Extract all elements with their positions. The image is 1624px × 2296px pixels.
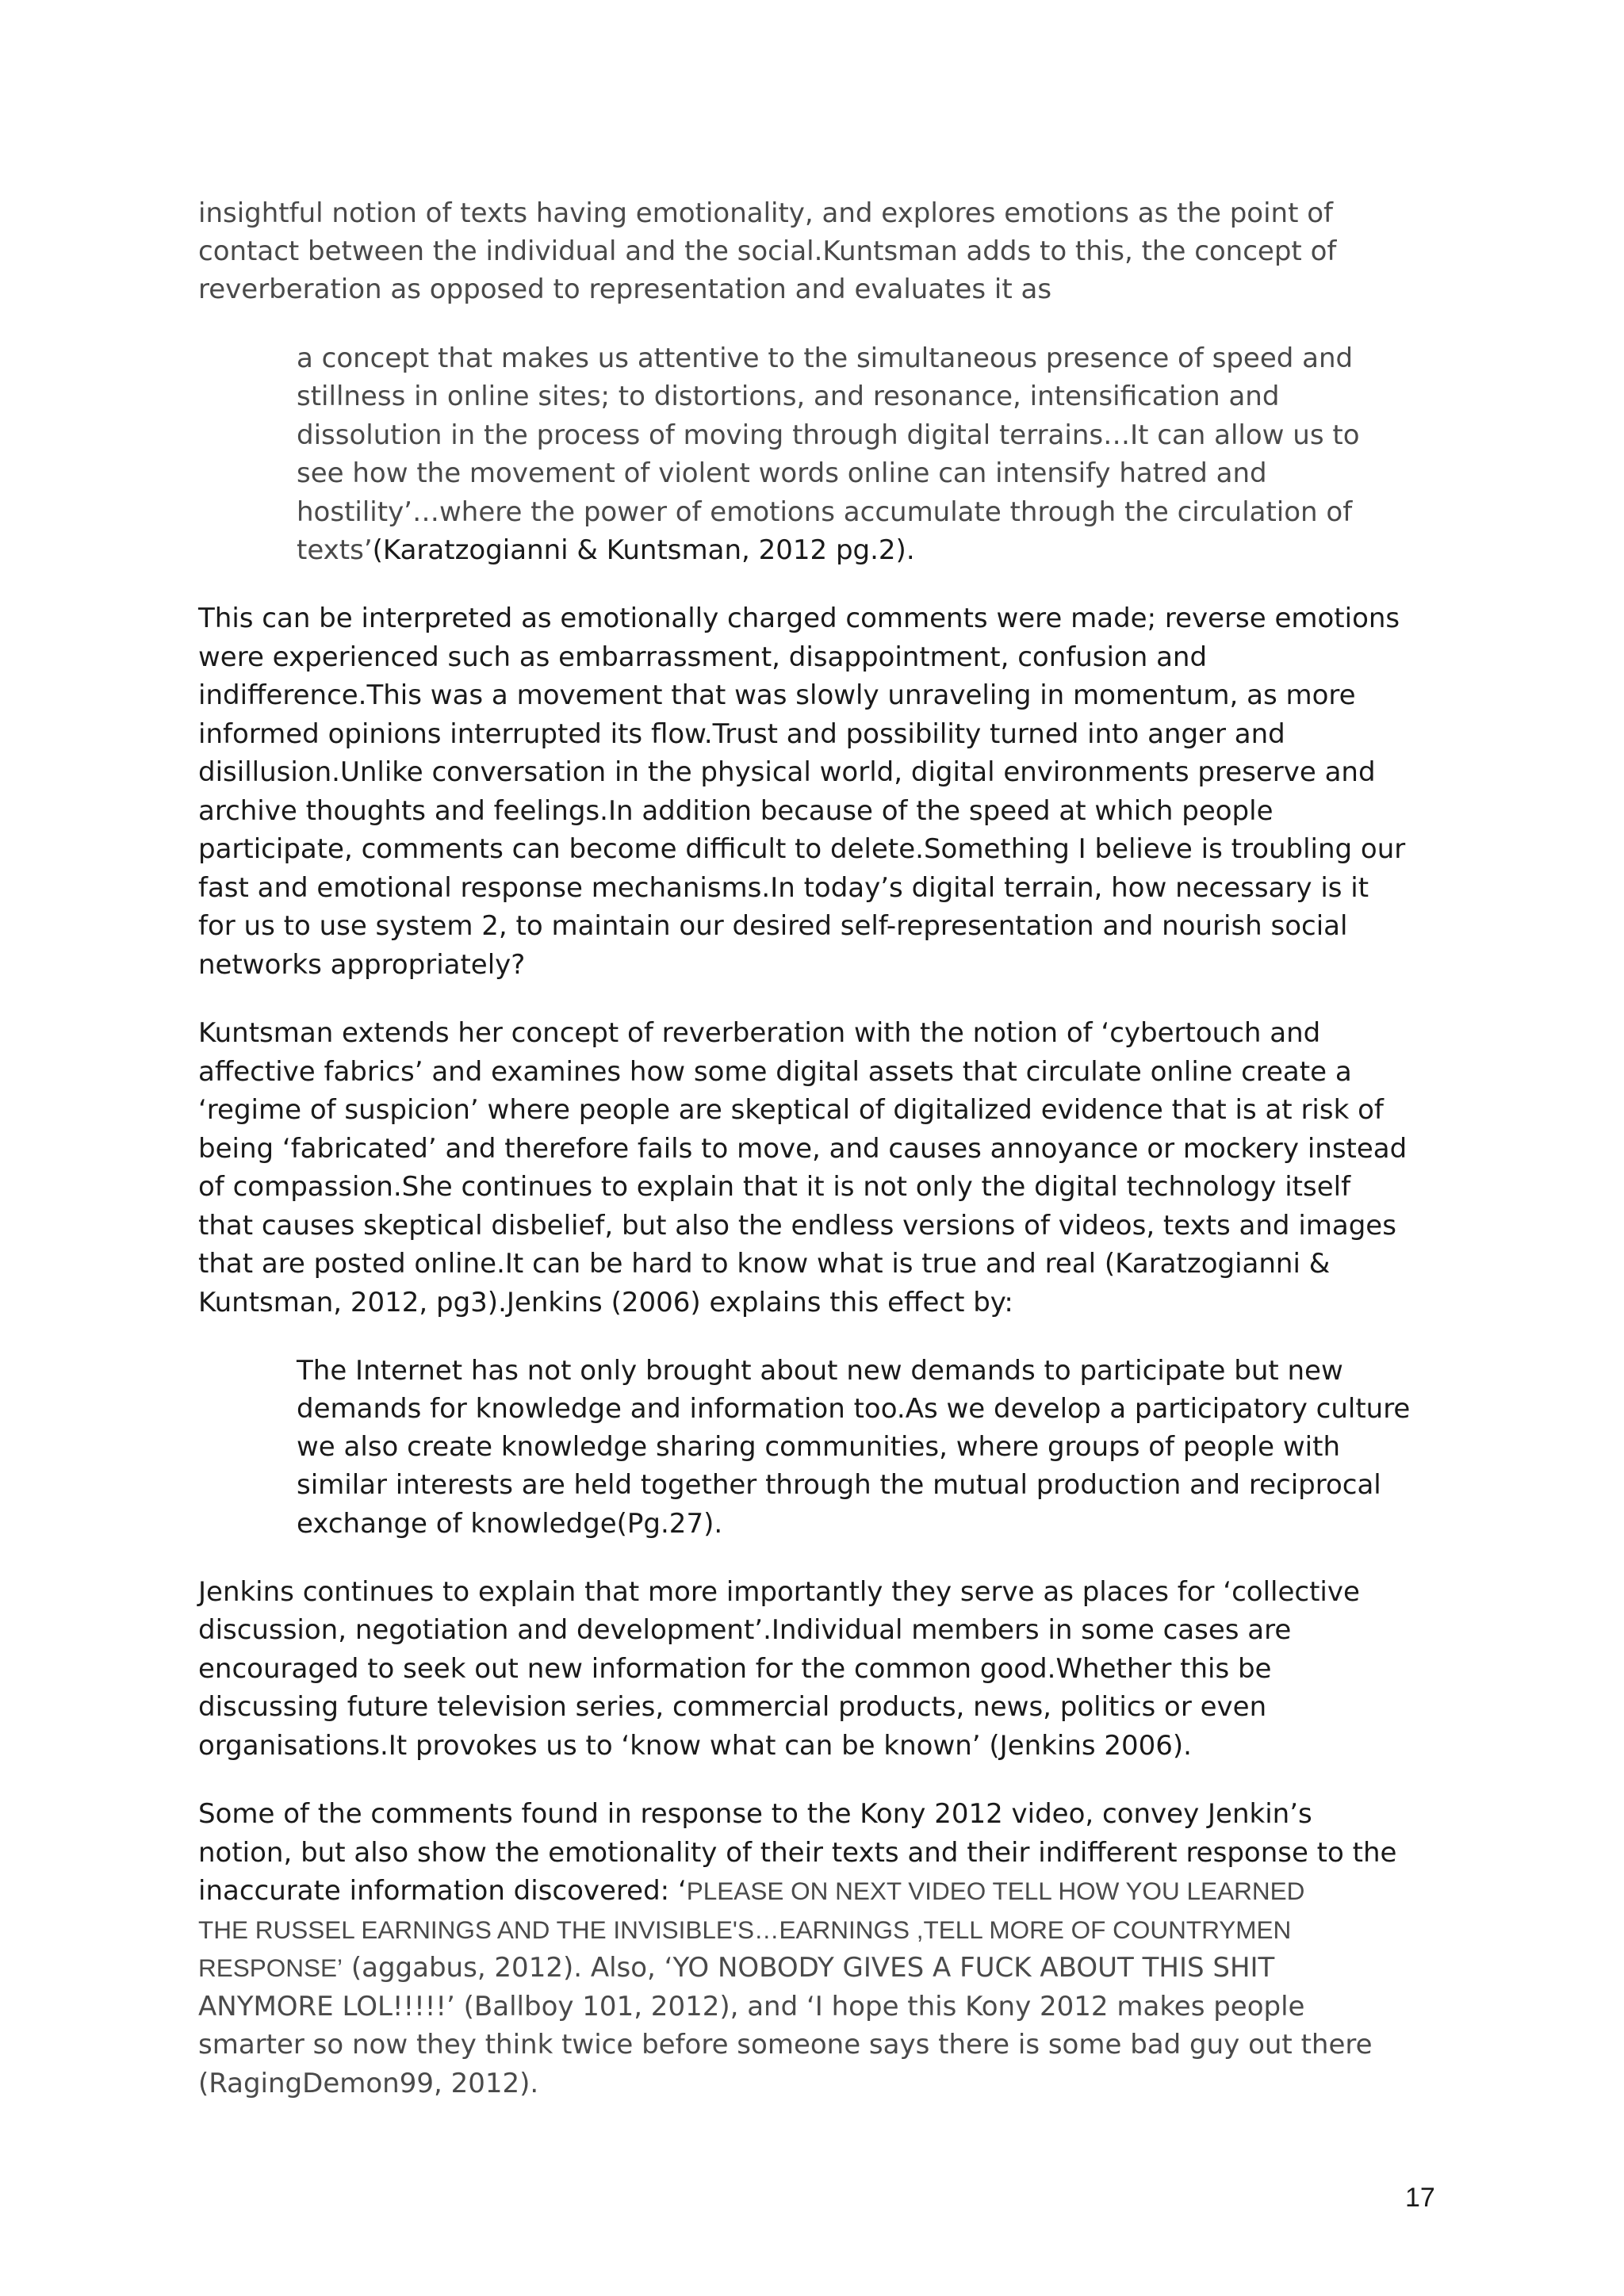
paragraph-2-line: fast and emotional response mechanisms.In today’s digital terrain, how necessary is it bbox=[198, 872, 1369, 904]
paragraph-5-text: inaccurate information discovered: ‘ bbox=[198, 1875, 687, 1907]
quote-2-line: similar interests are held together through the mutual production and reciprocal bbox=[297, 1469, 1381, 1501]
quote-2-line: we also create knowledge sharing communities, where groups of people with bbox=[297, 1431, 1341, 1463]
quote-1-citation: (Karatzogianni & Kuntsman, 2012 pg.2). bbox=[372, 534, 915, 566]
quote-2-line: exchange of knowledge(Pg.27). bbox=[297, 1508, 723, 1540]
paragraph-3-line: affective fabrics’ and examines how some digital assets that circulate online create a bbox=[198, 1056, 1352, 1088]
paragraph-5-line: ANYMORE LOL!!!!!’ (Ballboy 101, 2012), and ‘I hope this Kony 2012 makes people bbox=[198, 1991, 1305, 2022]
paragraph-1-line: insightful notion of texts having emotionality, and explores emotions as the point of bbox=[198, 197, 1333, 229]
paragraph-4-line: discussion, negotiation and development’.Individual members in some cases are bbox=[198, 1614, 1292, 1646]
paragraph-5-line: (RagingDemon99, 2012). bbox=[198, 2068, 539, 2099]
paragraph-3-line: that causes skeptical disbelief, but also the endless versions of videos, texts and images bbox=[198, 1210, 1396, 1242]
paragraph-3-line: Kuntsman, 2012, pg3).Jenkins (2006) explains this effect by: bbox=[198, 1287, 1013, 1318]
page-number: 17 bbox=[1405, 2183, 1435, 2213]
paragraph-2-line: indifference.This was a movement that was slowly unraveling in momentum, as more bbox=[198, 679, 1356, 711]
paragraph-2-line: networks appropriately? bbox=[198, 949, 526, 981]
quote-1-line: stillness in online sites; to distortions, and resonance, intensification and bbox=[297, 381, 1280, 412]
paragraph-2-line: disillusion.Unlike conversation in the physical world, digital environments preserve and bbox=[198, 756, 1376, 788]
paragraph-3-line: of compassion.She continues to explain that it is not only the digital technology itself bbox=[198, 1171, 1351, 1203]
paragraph-3-line: Kuntsman extends her concept of reverberation with the notion of ‘cybertouch and bbox=[198, 1017, 1321, 1049]
paragraph-2-line: participate, comments can become difficult to delete.Something I believe is troubling our bbox=[198, 833, 1406, 865]
comment-quote-caps: PLEASE ON NEXT VIDEO TELL HOW YOU LEARNED bbox=[686, 1877, 1305, 1905]
paragraph-5-line bbox=[198, 1872, 1304, 1911]
paragraph-2-line: archive thoughts and feelings.In addition because of the speed at which people bbox=[198, 795, 1274, 827]
paragraph-4-line: Jenkins continues to explain that more importantly they serve as places for ‘collective bbox=[198, 1576, 1360, 1608]
quote-1-line: hostility’…where the power of emotions accumulate through the circulation of bbox=[297, 496, 1353, 528]
comment-quote-caps: RESPONSE’ bbox=[198, 1954, 343, 1982]
paragraph-5-line: smarter so now they think twice before someone says there is some bad guy out there bbox=[198, 2029, 1373, 2061]
comment-quote-caps-line: THE RUSSEL EARNINGS AND THE INVISIBLE'S…EARNINGS ,TELL MORE OF COUNTRYMEN bbox=[198, 1915, 1292, 1944]
quote-1-line: a concept that makes us attentive to the simultaneous presence of speed and bbox=[297, 342, 1354, 374]
paragraph-4-line: organisations.It provokes us to ‘know what can be known’ (Jenkins 2006). bbox=[198, 1730, 1192, 1762]
paragraph-4-line: encouraged to seek out new information for the common good.Whether this be bbox=[198, 1653, 1272, 1685]
quote-2-line: demands for knowledge and information too.As we develop a participatory culture bbox=[297, 1393, 1411, 1425]
paragraph-1-line: reverberation as opposed to representation and evaluates it as bbox=[198, 274, 1052, 305]
paragraph-3-line: being ‘fabricated’ and therefore fails to move, and causes annoyance or mockery instead bbox=[198, 1133, 1408, 1165]
paragraph-5-line: Some of the comments found in response to the Kony 2012 video, convey Jenkin’s bbox=[198, 1798, 1312, 1830]
paragraph-4-line: discussing future television series, commercial products, news, politics or even bbox=[198, 1691, 1267, 1723]
paragraph-2-line: were experienced such as embarrassment, disappointment, confusion and bbox=[198, 641, 1208, 673]
quote-1-line: dissolution in the process of moving through digital terrains…It can allow us to bbox=[297, 419, 1360, 451]
paragraph-1-line: contact between the individual and the social.Kuntsman adds to this, the concept of bbox=[198, 235, 1337, 267]
comment-text: (aggabus, 2012). Also, ‘YO NOBODY GIVES A FUCK ABOUT THIS SHIT bbox=[343, 1952, 1275, 1984]
paragraph-2-line: informed opinions interrupted its flow.Trust and possibility turned into anger and bbox=[198, 718, 1285, 750]
quote-1-line: see how the movement of violent words online can intensify hatred and bbox=[297, 457, 1267, 489]
quote-1-citation-line bbox=[297, 531, 915, 570]
quote-2-line: The Internet has not only brought about new demands to participate but new bbox=[297, 1355, 1343, 1387]
paragraph-3-line: that are posted online.It can be hard to know what is true and real (Karatzogianni & bbox=[198, 1248, 1331, 1280]
quote-1-end-text: texts’ bbox=[297, 534, 373, 566]
paragraph-3-line: ‘regime of suspicion’ where people are skeptical of digitalized evidence that is at risk of bbox=[198, 1094, 1384, 1126]
paragraph-2-line: for us to use system 2, to maintain our desired self-representation and nourish social bbox=[198, 910, 1348, 942]
paragraph-5-line bbox=[198, 1949, 1274, 1988]
paragraph-2-line: This can be interpreted as emotionally charged comments were made; reverse emotions bbox=[198, 603, 1400, 634]
paragraph-5-line: notion, but also show the emotionality of their texts and their indifferent response to the bbox=[198, 1837, 1397, 1869]
